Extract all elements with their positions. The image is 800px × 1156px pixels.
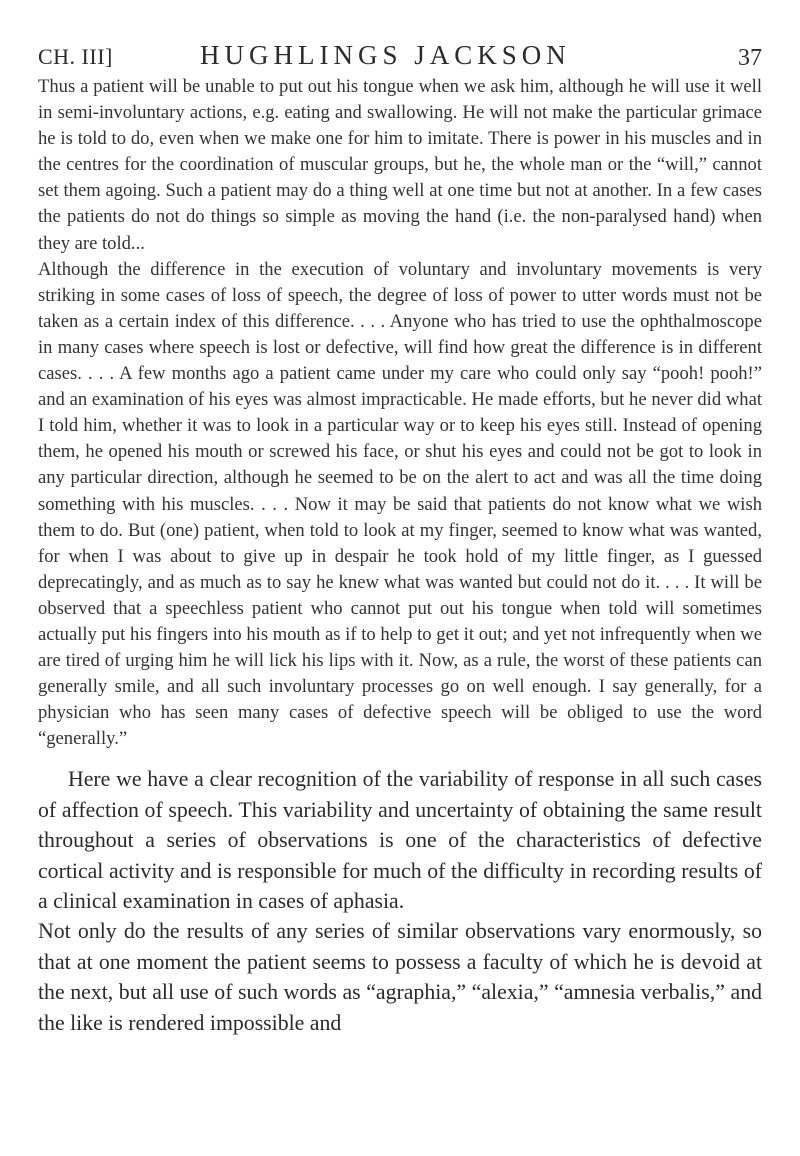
- running-title: HUGHLINGS JACKSON: [200, 40, 571, 70]
- running-header: [38, 40, 762, 74]
- chapter-label: CH. III]: [38, 44, 113, 69]
- page-number: 37: [738, 45, 762, 71]
- quote-paragraph: Although the difference in the execution of voluntary and involuntary movements is very striking in some cases of loss of speech, the degree of loss of power to utter words must not be taken as a certain index of this difference. . . . Anyone who has tried to use the ophthalmoscope in many cases where speech is lost or defective, will find how great the difference is in different cases. . . . A few months ago a patient came under my care who could only say “pooh! pooh!” and an examination of his eyes was almost impracticable. He made efforts, but he never did what I told him, whether it was to look in a particular way or to keep his eyes still. Instead of opening them, he opened his mouth or screwed his face, or shut his eyes and could not be got to look in any particular direction, although he seemed to be on the alert to act and was all the time doing something with his muscles. . . . Now it may be said that patients do not know what we wish them to do. But (one) patient, when told to look at my finger, seemed to know what was wanted, for when I was about to give up in despair he took hold of my little finger, as I guessed deprecatingly, and as much as to say he knew what was wanted but could not do it. . . . It will be observed that a speechless patient who cannot put out his tongue when told will sometimes actually put his fingers into his mouth as if to help to get it out; and yet not infrequently when we are tired of urging him he will lick his lips with it. Now, as a rule, the worst of these patients can generally smile, and all such involuntary processes go on well enough. I say generally, for a physician who has seen many cases of defective speech will be obliged to use the word “generally.”: [38, 258, 762, 750]
- quote-paragraph: Thus a patient will be unable to put out his tongue when we ask him, although he will use it well in semi-involuntary actions, e.g. eating and swallowing. He will not make the particular grimace he is told to do, even when we make one for him to imitate. There is power in his muscles and in the centres for the coordination of muscular groups, but he, the whole man or the “will,” cannot set them agoing. Such a patient may do a thing well at one time but not at another. In a few cases the patients do not do things so simple as moving the hand (i.e. the non-paralysed hand) when they are told...: [38, 76, 762, 254]
- book-page: [38, 40, 762, 1038]
- block-quotation: [38, 74, 762, 752]
- main-text: [38, 764, 762, 1038]
- body-paragraph: Not only do the results of any series of similar observations vary enormously, so that at one moment the patient seems to possess a faculty of which he is devoid at the next, but all use of such words as “agraphia,” “alexia,” “amnesia verbalis,” and the like is rendered impossible and: [38, 919, 762, 1035]
- body-paragraph: Here we have a clear recognition of the variability of response in all such cases of affection of speech. This variability and uncertainty of obtaining the same result throughout a series of observations is one of the characteristics of defective cortical activity and is responsible for much of the difficulty in recording results of a clinical examination in cases of aphasia.: [38, 767, 762, 914]
